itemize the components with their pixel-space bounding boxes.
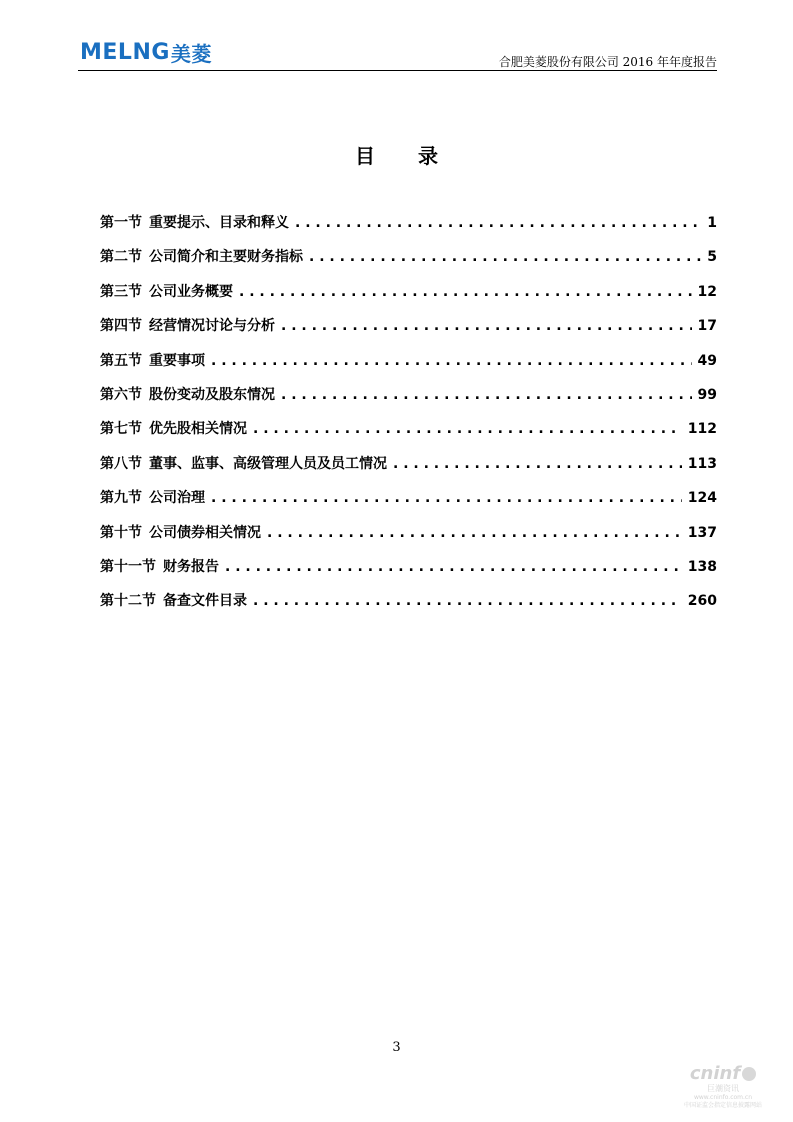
document-header-title: 合肥美菱股份有限公司 2016 年年度报告 bbox=[498, 55, 717, 69]
toc-dot-leader bbox=[239, 281, 692, 303]
toc-section-name: 重要提示、目录和释义 bbox=[149, 215, 289, 231]
toc-page-number: 137 bbox=[687, 524, 717, 541]
toc-section-name: 经营情况讨论与分析 bbox=[149, 318, 275, 335]
toc-page-number: 1 bbox=[707, 215, 717, 231]
toc-page-number: 12 bbox=[697, 283, 717, 300]
toc-dot-leader bbox=[253, 590, 682, 612]
cninfo-watermark bbox=[677, 1063, 769, 1110]
toc-entry[interactable] bbox=[100, 212, 717, 246]
toc-section-number: 第四节 bbox=[100, 318, 142, 335]
watermark-subtitle: 巨潮资讯 bbox=[707, 1084, 739, 1093]
toc-entry[interactable] bbox=[100, 384, 717, 418]
logo-latin-text: MELNG bbox=[80, 39, 170, 65]
toc-entry[interactable] bbox=[100, 315, 717, 349]
watermark-brand bbox=[677, 1063, 769, 1084]
watermark-footer: 中国证监会指定信息披露网站 bbox=[683, 1102, 762, 1109]
toc-dot-leader bbox=[211, 487, 682, 509]
toc-section-number: 第十一节 bbox=[100, 558, 156, 575]
toc-section-name: 财务报告 bbox=[163, 558, 219, 575]
toc-section-name: 公司治理 bbox=[149, 490, 205, 507]
toc-dot-leader bbox=[281, 315, 692, 337]
toc-section-number: 第十二节 bbox=[100, 593, 156, 610]
watermark-url: www.cninfo.com.cn bbox=[693, 1094, 753, 1101]
toc-section-number: 第一节 bbox=[100, 215, 142, 231]
toc-page-number: 17 bbox=[697, 318, 717, 335]
toc-page-number: 5 bbox=[707, 249, 717, 266]
toc-entry[interactable] bbox=[100, 487, 717, 521]
header-divider bbox=[78, 70, 717, 71]
toc-entry[interactable] bbox=[100, 281, 717, 315]
toc-section-number: 第六节 bbox=[100, 386, 142, 403]
table-of-contents bbox=[100, 212, 717, 625]
toc-page-number: 138 bbox=[687, 558, 717, 575]
toc-section-number: 第八节 bbox=[100, 455, 142, 472]
toc-section-name: 重要事项 bbox=[149, 352, 205, 369]
toc-page-number: 99 bbox=[697, 386, 717, 403]
cninfo-logo-icon bbox=[742, 1067, 756, 1081]
toc-section-name: 公司业务概要 bbox=[149, 283, 233, 300]
toc-dot-leader bbox=[281, 384, 692, 406]
toc-section-name: 公司简介和主要财务指标 bbox=[149, 249, 303, 266]
toc-entry[interactable] bbox=[100, 418, 717, 452]
toc-section-name: 备查文件目录 bbox=[163, 593, 247, 610]
company-logo bbox=[80, 40, 212, 64]
toc-section-number: 第五节 bbox=[100, 352, 142, 369]
watermark-brand-text: cninf bbox=[689, 1063, 741, 1084]
toc-entry[interactable] bbox=[100, 246, 717, 280]
toc-section-name: 股份变动及股东情况 bbox=[149, 386, 275, 403]
toc-title: 目 录 bbox=[355, 144, 456, 168]
toc-page-number: 260 bbox=[687, 593, 717, 610]
toc-page-number: 113 bbox=[687, 455, 717, 472]
logo-chinese-text: 美菱 bbox=[170, 41, 212, 66]
toc-page-number: 112 bbox=[687, 421, 717, 438]
toc-entry[interactable] bbox=[100, 556, 717, 590]
toc-section-number: 第十节 bbox=[100, 524, 142, 541]
toc-dot-leader bbox=[393, 453, 682, 475]
toc-section-name: 优先股相关情况 bbox=[149, 421, 247, 438]
toc-dot-leader bbox=[253, 418, 682, 440]
toc-section-number: 第九节 bbox=[100, 490, 142, 507]
toc-section-number: 第三节 bbox=[100, 283, 142, 300]
toc-dot-leader bbox=[225, 556, 682, 578]
toc-page-number: 49 bbox=[697, 352, 717, 369]
toc-section-name: 公司债券相关情况 bbox=[149, 524, 261, 541]
toc-entry[interactable] bbox=[100, 350, 717, 384]
page-number: 3 bbox=[392, 1040, 401, 1055]
toc-section-name: 董事、监事、高级管理人员及员工情况 bbox=[149, 455, 387, 472]
toc-dot-leader bbox=[309, 246, 701, 268]
toc-dot-leader bbox=[267, 522, 682, 544]
toc-section-number: 第二节 bbox=[100, 249, 142, 266]
toc-entry[interactable] bbox=[100, 590, 717, 624]
toc-entry[interactable] bbox=[100, 453, 717, 487]
toc-entry[interactable] bbox=[100, 522, 717, 556]
toc-page-number: 124 bbox=[687, 490, 717, 507]
toc-dot-leader bbox=[295, 212, 701, 234]
toc-dot-leader bbox=[211, 350, 692, 372]
toc-section-number: 第七节 bbox=[100, 421, 142, 438]
